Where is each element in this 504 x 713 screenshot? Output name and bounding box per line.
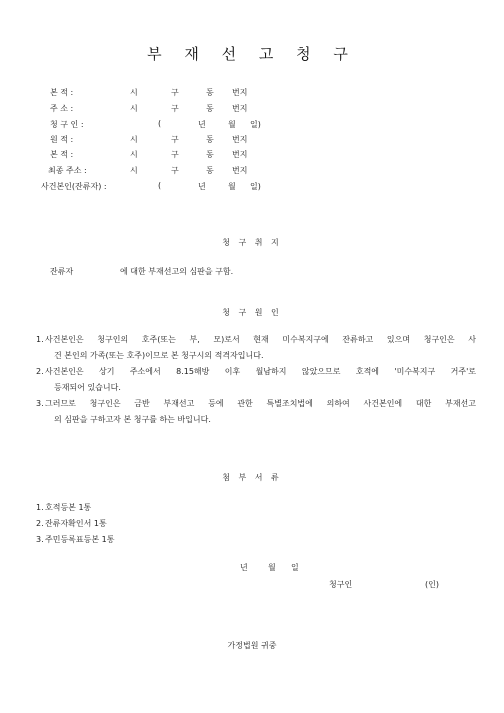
signature-seal: (인) [425,580,439,589]
attachments-heading: 첨 부 서 류 [222,473,282,482]
reason-list [36,332,476,432]
attachment-item: 2. 잔류자확인서 1통 [36,519,107,528]
field-row: 본 적 : 시 구 동 번지 [50,150,248,159]
attachment-item: 1. 호적등본 1통 [36,503,92,512]
field-label: 청 구 인 : [50,120,84,129]
field-label: 본 적 : [50,88,74,97]
field-row: 본 적 : 시 구 동 번지 [50,88,248,97]
date-month: 월 [268,563,276,572]
signature-label: 청구인 [329,580,353,589]
date-day: 일 [291,563,299,572]
purpose-subject: 잔류자 [50,267,74,276]
field-label: 사건본인(잔류자) : [41,182,107,191]
field-row: 최종 주소 : 시 구 동 번지 [48,166,248,175]
field-label: 최종 주소 : [48,166,87,175]
attachment-item: 3. 주민등록표등본 1통 [36,535,115,544]
reason-item: 3. 그러므로 청구인은 금반 부재선고 등에 관한 특별조치법에 의하여 사건본인에 대한 부재선고 의 심판을 구하고자 본 청구를 하는 바입니다. [36,399,476,424]
purpose-heading: 청 구 취 지 [222,238,282,247]
field-row: 원 적 : 시 구 동 번지 [50,135,248,144]
purpose-text: 에 대한 부재선고의 심판을 구함. [120,267,234,276]
field-label: 원 적 : [50,135,74,144]
reason-item: 1. 사건본인은 청구인의 호주(또는 부, 모)로서 현재 미수복지구에 잔류하고 있으며 청구인은 사 건 본인의 가족(또는 호주)이므로 본 청구시의 적격자입니다. [36,335,476,360]
document-title: 부 재 선 고 청 구 [147,45,357,63]
field-label: 주 소 : [50,104,74,113]
date-year: 년 [240,563,248,572]
reason-heading: 청 구 원 인 [222,308,282,317]
reason-item: 2. 사건본인은 상기 주소에서 8.15해방 이후 월남하지 않았으므로 호적에 '미수복지구 거주'로 등재되어 있습니다. [36,367,476,392]
field-row: 주 소 : 시 구 동 번지 [50,104,248,113]
field-row: 청 구 인 : ( 년 월 일) [50,119,261,129]
field-row: 사건본인(잔류자) : ( 년 월 일) [41,181,261,191]
field-label: 본 적 : [50,150,74,159]
attachment-list [36,500,476,552]
court-addressee: 가정법원 귀중 [227,641,277,650]
